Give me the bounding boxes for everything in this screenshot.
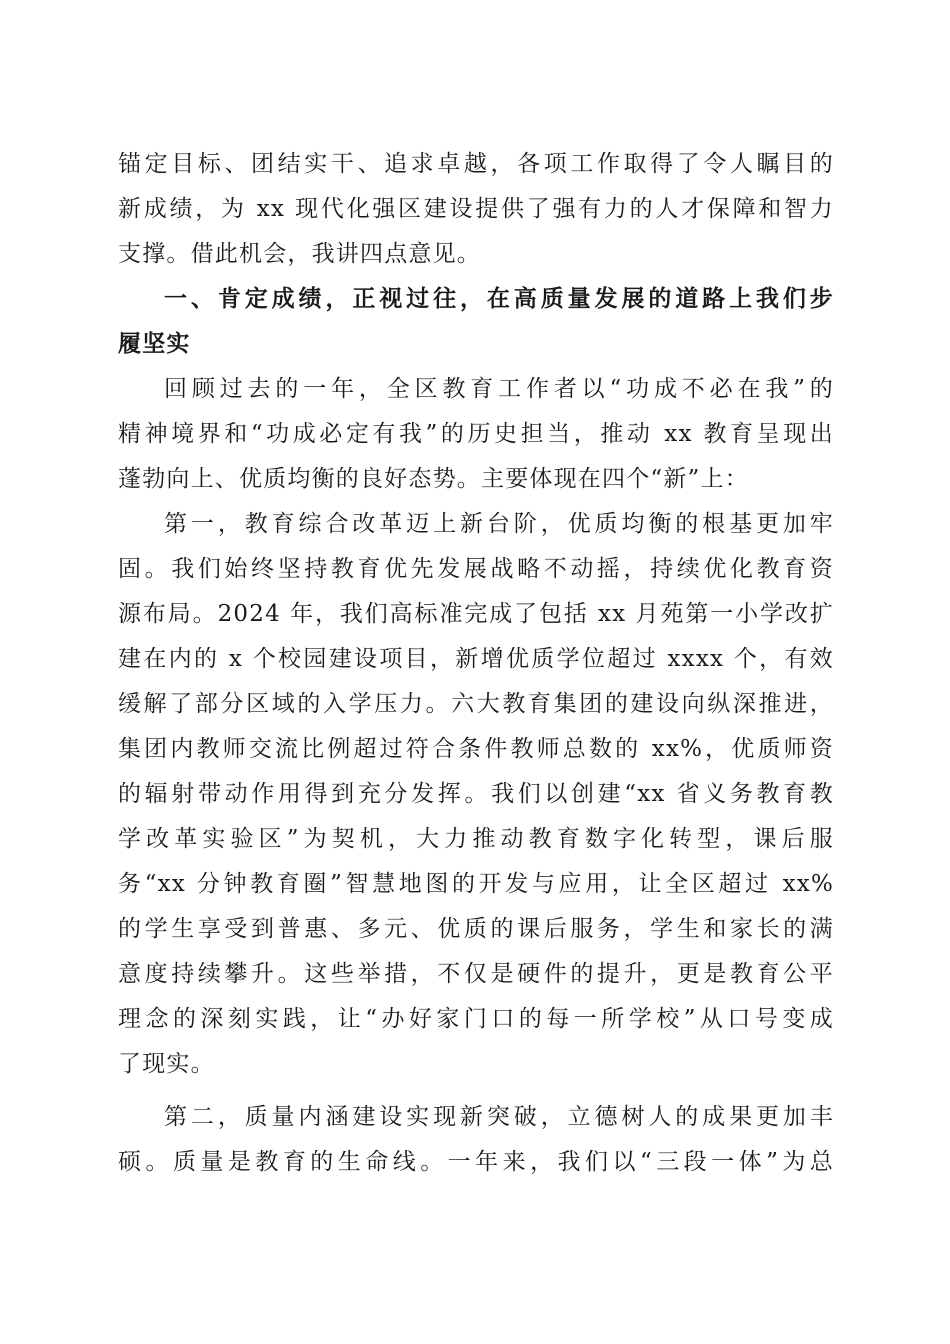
- text-line: 硕。质量是教育的生命线。一年来，我们以“三段一体”为总: [118, 1149, 834, 1175]
- text-line: 务“xx 分钟教育圈”智慧地图的开发与应用，让全区超过 xx%: [118, 871, 834, 897]
- text-line: 理念的深刻实践，让“办好家门口的每一所学校”从口号变成: [118, 1006, 834, 1032]
- text-line: 的辐射带动作用得到充分发挥。我们以创建“xx 省义务教育教: [118, 781, 834, 807]
- text-line: 建在内的 x 个校园建设项目，新增优质学位超过 xxxx 个，有效: [118, 646, 834, 672]
- text-line: 了现实。: [118, 1051, 215, 1077]
- text-line: 集团内教师交流比例超过符合条件教师总数的 xx%，优质师资: [118, 736, 834, 762]
- text-line: 支撑。借此机会，我讲四点意见。: [118, 241, 481, 267]
- heading-line: 一、肯定成绩，正视过往，在高质量发展的道路上我们步: [164, 286, 834, 312]
- text-line: 蓬勃向上、优质均衡的良好态势。主要体现在四个“新”上：: [118, 466, 749, 492]
- text-line: 固。我们始终坚持教育优先发展战略不动摇，持续优化教育资: [118, 556, 834, 582]
- text-line: 的学生享受到普惠、多元、优质的课后服务，学生和家长的满: [118, 916, 834, 942]
- text-line: 新成绩，为 xx 现代化强区建设提供了强有力的人才保障和智力: [118, 196, 834, 222]
- text-line: 源布局。2024 年，我们高标准完成了包括 xx 月苑第一小学改扩: [118, 601, 834, 627]
- text-line: 缓解了部分区域的入学压力。六大教育集团的建设向纵深推进，: [118, 691, 834, 717]
- text-line: 意度持续攀升。这些举措，不仅是硬件的提升，更是教育公平: [118, 961, 834, 987]
- text-line: 精神境界和“功成必定有我”的历史担当，推动 xx 教育呈现出: [118, 421, 834, 447]
- intro-paragraph: [118, 142, 834, 277]
- heading-line: 履坚实: [118, 331, 191, 357]
- paragraph-first-point: [118, 502, 834, 1087]
- text-line: 学改革实验区”为契机，大力推动教育数字化转型，课后服: [118, 826, 834, 852]
- paragraph-gap: [118, 1087, 834, 1095]
- text-line: 第二，质量内涵建设实现新突破，立德树人的成果更加丰: [164, 1104, 834, 1130]
- text-line: 第一，教育综合改革迈上新台阶，优质均衡的根基更加牢: [164, 511, 834, 537]
- text-line: 锚定目标、团结实干、追求卓越，各项工作取得了令人瞩目的: [118, 151, 834, 177]
- paragraph-second-point: [118, 1095, 834, 1185]
- document-body: [118, 142, 834, 1185]
- section-heading: [118, 277, 834, 367]
- text-line: 回顾过去的一年，全区教育工作者以“功成不必在我”的: [164, 376, 834, 402]
- paragraph-review: [118, 367, 834, 502]
